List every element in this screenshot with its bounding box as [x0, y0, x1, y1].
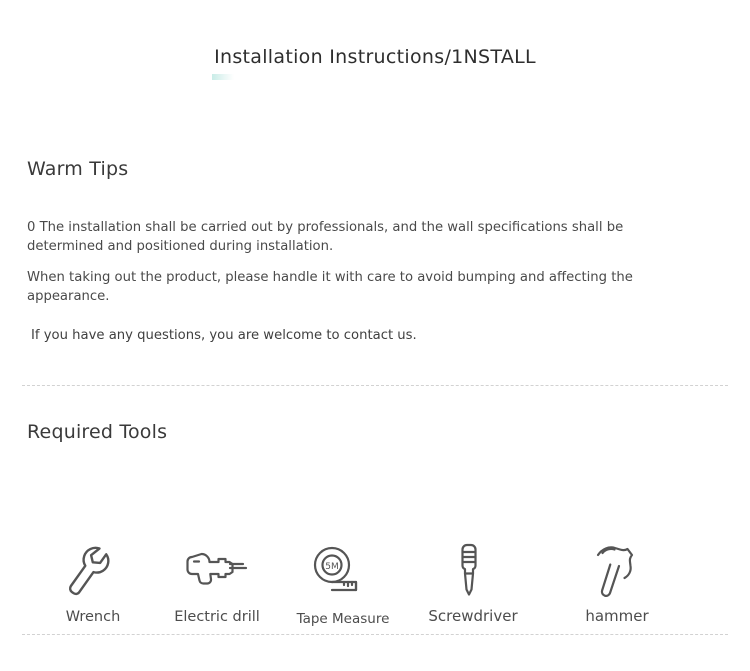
electric-drill-icon: [147, 541, 287, 603]
warm-tips-body: [27, 218, 727, 306]
tool-label-screwdriver: Screwdriver: [428, 607, 518, 625]
tape-measure-icon-text: 5M: [325, 562, 339, 572]
screwdriver-icon: [403, 539, 543, 601]
warm-tips-heading: Warm Tips: [27, 158, 129, 180]
required-tools-section: [27, 421, 727, 627]
hammer-icon: [547, 539, 687, 601]
tool-item-screwdriver: [403, 539, 543, 625]
tool-label-wrench: Wrench: [65, 609, 121, 625]
tool-item-tape-measure: [273, 543, 413, 627]
title-decoration-artifact: [212, 74, 234, 80]
tools-row: [27, 481, 733, 627]
wrench-icon: [23, 541, 163, 603]
tool-label-hammer: hammer: [585, 607, 649, 625]
divider-upper: [22, 385, 728, 386]
warm-tips-line-2: When taking out the product, please handle it with care to avoid bumping and affecting the appearance.: [27, 270, 633, 304]
tool-item-wrench: [23, 541, 163, 625]
required-tools-heading: Required Tools: [27, 421, 168, 443]
warm-tips-section: [27, 158, 727, 343]
tool-label-electric-drill: Electric drill: [174, 609, 260, 625]
tape-measure-icon: [273, 543, 413, 605]
warm-tips-line-1: 0 The installation shall be carried out by professionals, and the wall specifications shall be determined and positioned during installation.: [27, 220, 624, 254]
tool-item-electric-drill: [147, 541, 287, 625]
warm-tips-contact: If you have any questions, you are welcome to contact us.: [31, 328, 417, 343]
tool-item-hammer: [547, 539, 687, 625]
tool-label-tape-measure: Tape Measure: [296, 611, 390, 627]
divider-lower: [22, 634, 728, 635]
page-title: Installation Instructions/1NSTALL: [214, 46, 536, 68]
